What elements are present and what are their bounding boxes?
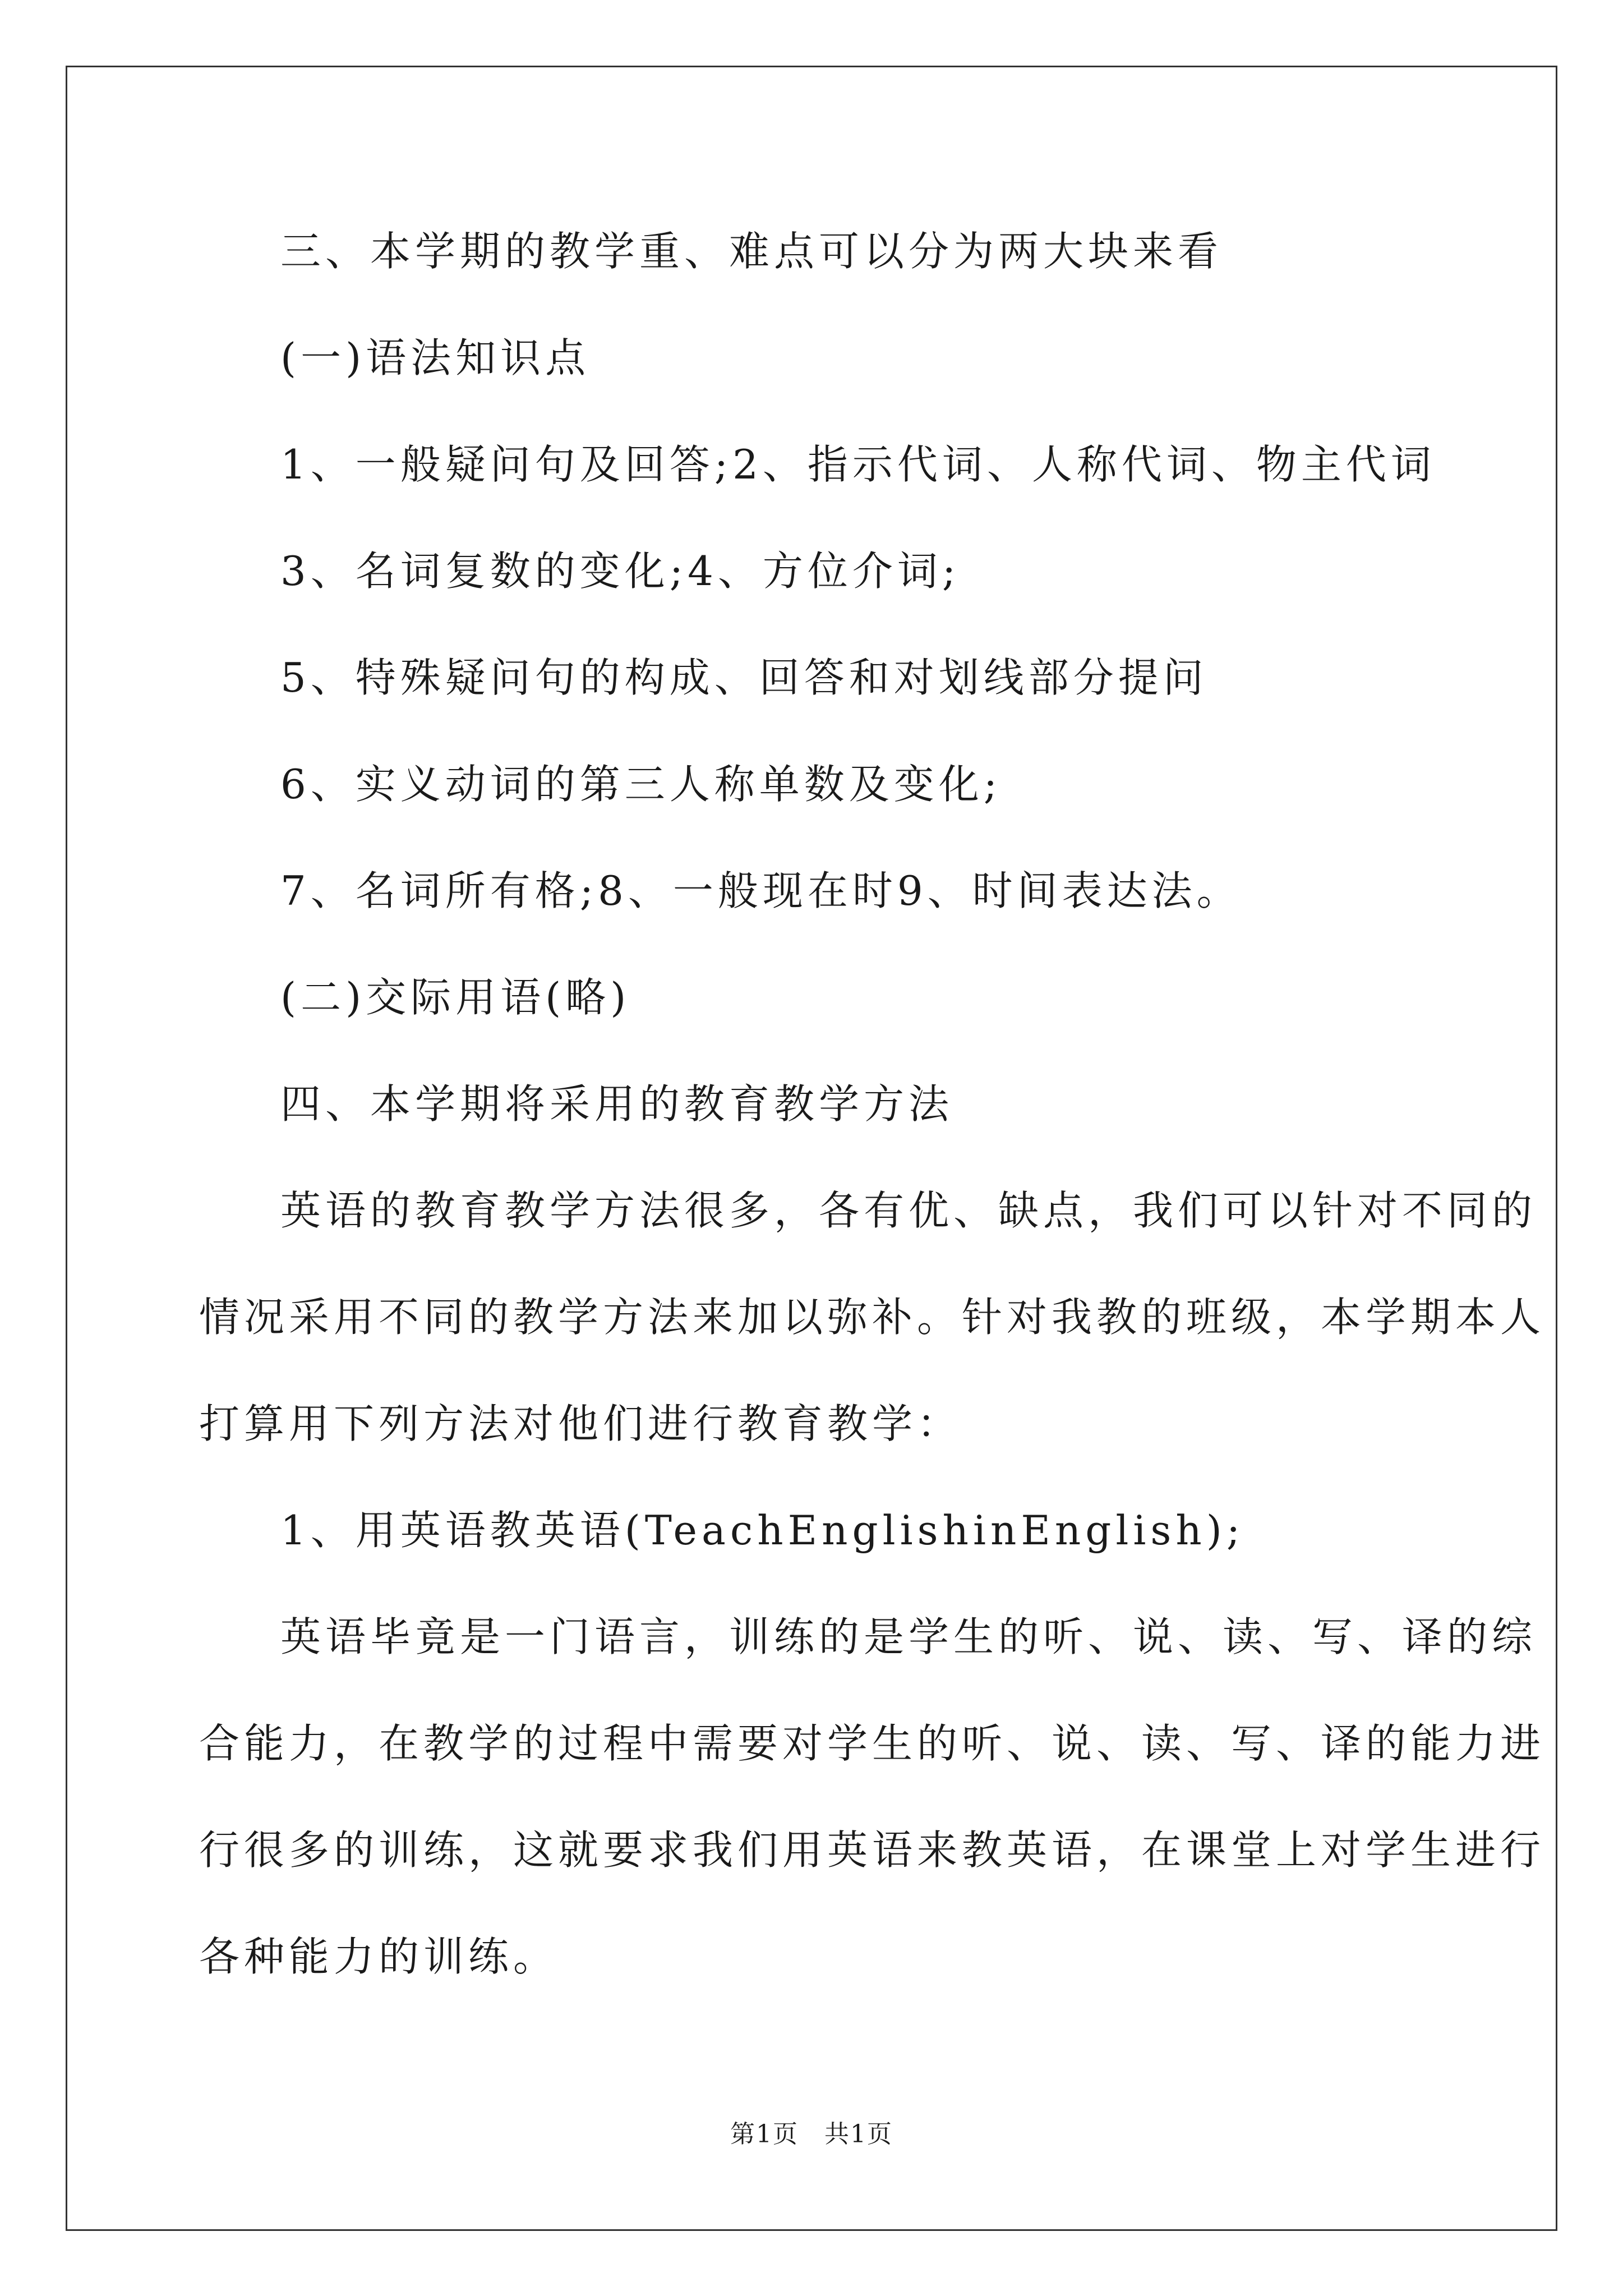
section-heading-4: 四、本学期将采用的教育教学方法 (280, 1080, 954, 1128)
paragraph-line: 英语的教育教学方法很多，各有优、缺点，我们可以针对不同的 (280, 1187, 1537, 1234)
paragraph-line: 情况采用不同的教学方法来加以弥补。针对我教的班级，本学期本人 (199, 1294, 1546, 1341)
page-border (66, 66, 1557, 2231)
subheading-grammar: (一)语法知识点 (280, 334, 591, 381)
page-number-footer: 第1页 共1页 (730, 2120, 893, 2148)
subheading-communication: (二)交际用语(略) (280, 974, 631, 1021)
paragraph-line: 行很多的训练，这就要求我们用英语来教英语，在课堂上对学生进行 (199, 1826, 1546, 1874)
list-item: 1、一般疑问句及回答;2、指示代词、人称代词、物主代词 (280, 441, 1436, 488)
paragraph-line: 英语毕竟是一门语言，训练的是学生的听、说、读、写、译的综 (280, 1613, 1537, 1660)
paragraph-line: 各种能力的训练。 (199, 1933, 559, 1980)
list-item: 3、名词复数的变化;4、方位介词; (280, 547, 961, 595)
method-heading: 1、用英语教英语(TeachEnglishinEnglish); (280, 1507, 1245, 1554)
section-heading-3: 三、本学期的教学重、难点可以分为两大块来看 (280, 228, 1223, 275)
list-item: 7、名词所有格;8、一般现在时9、时间表达法。 (280, 867, 1242, 914)
list-item: 5、特殊疑问句的构成、回答和对划线部分提问 (280, 654, 1208, 701)
paragraph-line: 合能力，在教学的过程中需要对学生的听、说、读、写、译的能力进 (199, 1720, 1546, 1767)
list-item: 6、实义动词的第三人称单数及变化; (280, 761, 1002, 808)
paragraph-line: 打算用下列方法对他们进行教育教学： (199, 1400, 962, 1447)
